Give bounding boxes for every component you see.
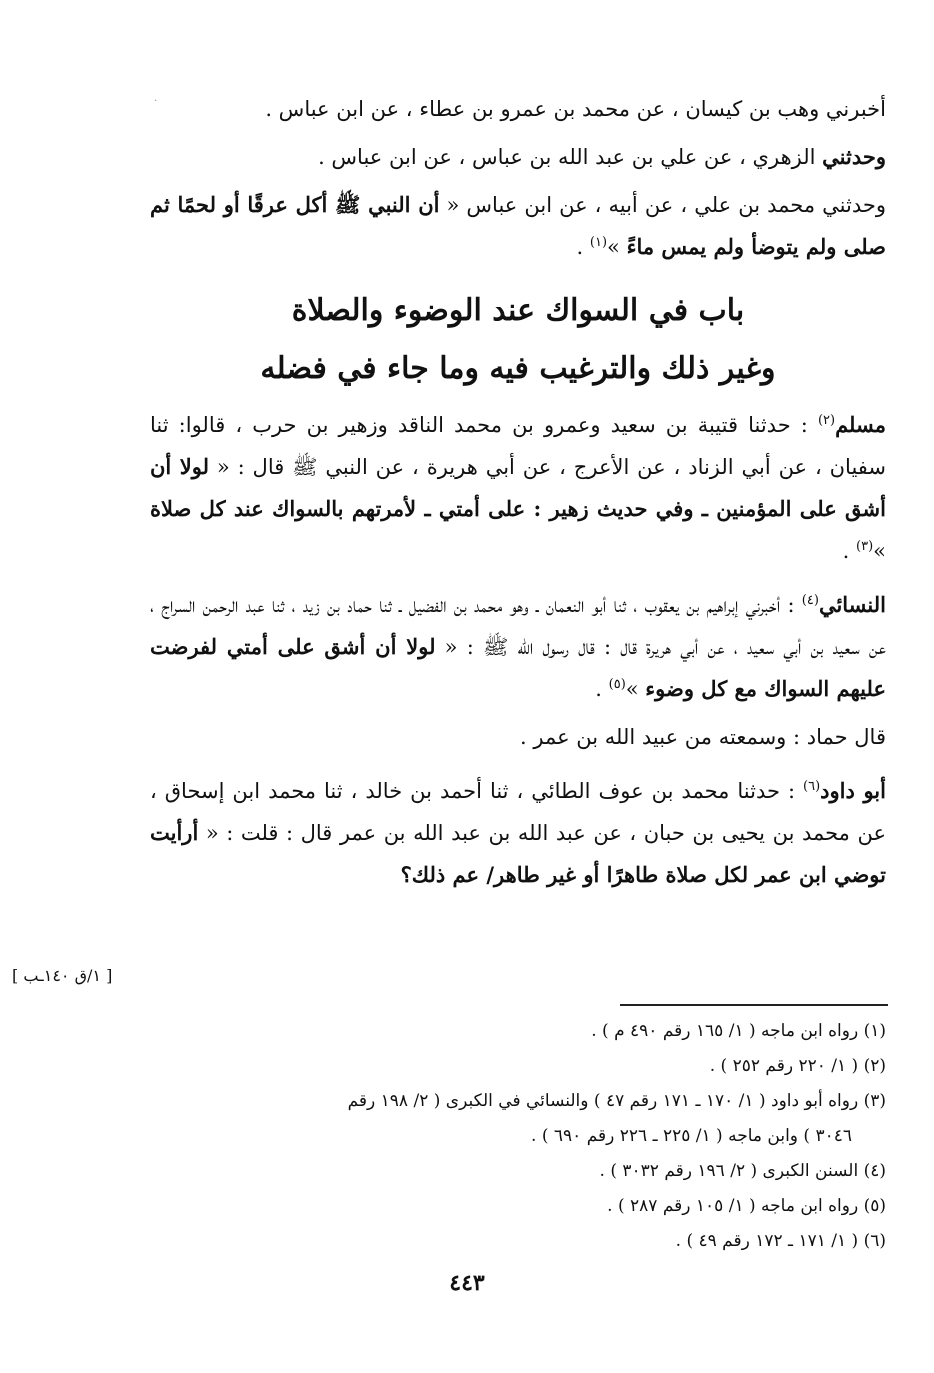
paragraph-7-matn: أرأيت توضي ابن عمر لكل صلاة طاهرًا أو غير طاهر/ عم ذلك؟ bbox=[150, 820, 886, 887]
paragraph-3-isnad: وحدثني محمد بن علي ، عن أبيه ، عن ابن عباس « bbox=[439, 193, 886, 217]
page-mark: · bbox=[154, 96, 158, 107]
source-name-nasai: النسائي bbox=[818, 592, 886, 617]
footnote-5: (٥) رواه ابن ماجه ( ١/ ١٠٥ رقم ٢٨٧ ) . bbox=[607, 1196, 886, 1216]
footnote-ref-3: (٣) bbox=[856, 539, 874, 554]
paragraph-6 bbox=[150, 716, 886, 758]
manuscript-folio-note: [ ١/ق ١٤٠ـب ] bbox=[12, 966, 113, 985]
footnote-separator bbox=[620, 1004, 888, 1006]
paragraph-4-isnad: : حدثنا قتيبة بن سعيد وعمرو بن محمد الناقد وزهير بن حرب ، قالوا: ثنا سفيان ، عن أبي الزناد ، عن الأعرج ، عن أبي هريرة ، عن النبي ﷺ قال : « bbox=[150, 413, 886, 479]
paragraph-2 bbox=[150, 136, 886, 178]
chapter-heading-line-1: باب في السواك عند الوضوء والصلاة bbox=[291, 293, 745, 328]
paragraph-4-matn: لولا أن أشق على المؤمنين ـ وفي حديث زهير : على أمتي ـ لأمرتهم بالسواك عند كل صلاة bbox=[150, 454, 886, 521]
footnote-1: (١) رواه ابن ماجه ( ١/ ١٦٥ رقم ٤٩٠ م ) . bbox=[591, 1021, 886, 1041]
footnote-ref-2: (٢) bbox=[817, 413, 836, 428]
footnote-3-continued: ٣٠٤٦ ) وابن ماجه ( ١/ ٢٢٥ ـ ٢٢٦ رقم ٦٩٠ ) . bbox=[531, 1126, 852, 1146]
footnote-4: (٤) السنن الكبرى ( ٢/ ١٩٦ رقم ٣٠٣٢ ) . bbox=[599, 1161, 886, 1181]
footnote-6: (٦) ( ١/ ١٧١ ـ ١٧٢ رقم ٤٩ ) . bbox=[675, 1231, 886, 1251]
source-name-abu-dawud: أبو داود bbox=[820, 778, 886, 803]
paragraph-7 bbox=[150, 770, 886, 896]
footnote-ref-4: (٤) bbox=[801, 593, 819, 608]
paragraph-5-close-quote: » bbox=[625, 677, 646, 701]
paragraph-2-lead: وحدثني bbox=[822, 144, 886, 169]
paragraph-5 bbox=[150, 584, 886, 710]
paragraph-1-text: أخبرني وهب بن كيسان ، عن محمد بن عمرو بن عطاء ، عن ابن عباس . bbox=[265, 97, 886, 121]
chapter-heading bbox=[150, 282, 886, 398]
source-name-muslim: مسلم bbox=[835, 412, 886, 437]
paragraph-4-close-quote: » bbox=[873, 539, 886, 563]
footnote-ref-1: (١) bbox=[589, 235, 608, 250]
paragraph-2-text: الزهري ، عن علي بن عبد الله بن عباس ، عن ابن عباس . bbox=[318, 145, 823, 169]
paragraph-6-text: قال حماد : وسمعته من عبيد الله بن عمر . bbox=[520, 725, 886, 749]
paragraph-4 bbox=[150, 404, 886, 572]
paragraph-3-end: . bbox=[576, 235, 590, 259]
paragraph-3-close-quote: » bbox=[607, 235, 627, 259]
paragraph-3-matn: أن النبي ﷺ أكل عرقًا أو لحمًا ثم صلى ولم يتوضأ ولم يمس ماءً bbox=[150, 192, 886, 259]
paragraph-1 bbox=[150, 88, 886, 130]
paragraph-4-end: . bbox=[842, 539, 856, 563]
main-text bbox=[150, 88, 886, 896]
footnote-2: (٢) ( ١/ ٢٢٠ رقم ٢٥٢ ) . bbox=[709, 1056, 886, 1076]
paragraph-3 bbox=[150, 184, 886, 268]
paragraph-5-matn: لولا أن أشق على أمتي لفرضت عليهم السواك مع كل وضوء bbox=[150, 634, 886, 701]
paragraph-5-isnad: : أخبرني إبراهيم بن يعقوب ، ثنا أبو النعمان ـ وهو محمد بن الفضيل ـ ثنا حماد بن زيد ، ثنا عبد الرحمن السراج ، عن سعيد بن أبي سعيد ، عن أبي هريرة قال : قال رسول الله ﷺ : « bbox=[150, 593, 886, 659]
page-number: ٤٤٣ bbox=[449, 1270, 485, 1296]
paragraph-7-isnad: : حدثنا محمد بن عوف الطائي ، ثنا أحمد بن خالد ، ثنا محمد ابن إسحاق ، عن محمد بن يحيى بن حبان ، عن عبد الله بن عبد الله بن عمر قال : قلت : « bbox=[150, 779, 886, 845]
footnote-3: (٣) رواه أبو داود ( ١/ ١٧٠ ـ ١٧١ رقم ٤٧ ) والنسائي في الكبرى ( ٢/ ١٩٨ رقم bbox=[347, 1091, 886, 1111]
paragraph-5-end: . bbox=[595, 677, 609, 701]
footnote-ref-5: (٥) bbox=[608, 677, 626, 692]
footnote-ref-6: (٦) bbox=[803, 779, 821, 794]
footnotes bbox=[150, 1014, 886, 1259]
chapter-heading-line-2: وغير ذلك والترغيب فيه وما جاء في فضله bbox=[260, 351, 776, 386]
